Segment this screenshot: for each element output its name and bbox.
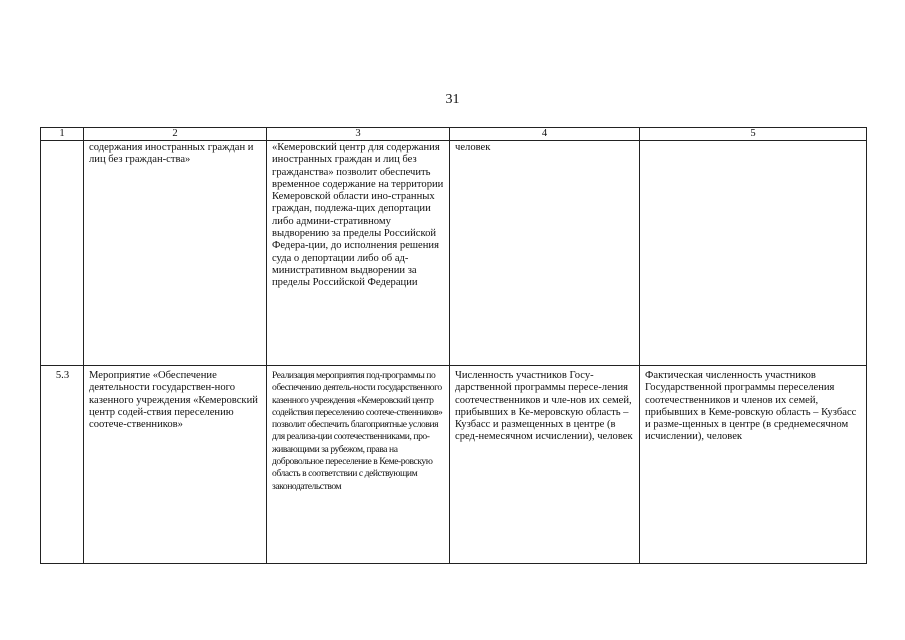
method-cell: Фактическая численность участников Государственной программы переселения соотечественников и членов их семей, прибывших в Кеме-ровскую область – Кузбасс и разме-щенных в центре (в среднемесячном исчислении), человек — [640, 366, 867, 564]
table-header-row — [41, 128, 867, 141]
measure-cell: Мероприятие «Обеспечение деятельности государствен-ного казенного учреждения «Кемеровский центр содей-ствия переселению соотече-ственников» — [84, 366, 267, 564]
column-header: 1 — [41, 128, 84, 141]
column-header: 3 — [267, 128, 450, 141]
indicator-cell: Численность участников Госу-дарственной программы пересе-ления соотечественников и чле-нов их семей, прибывших в Ке-меровскую область – Кузбасс и размещенных в центре (в сред-немесячном исчислении), человек — [450, 366, 640, 564]
page-number: 31 — [445, 92, 460, 107]
indicators-table — [40, 127, 867, 564]
table-row — [41, 366, 867, 564]
row-number-cell — [41, 141, 84, 366]
result-cell: Реализация мероприятия под-программы по обеспечению деятель-ности государственного казенного учреждения «Кемеровский центр содействия переселению соотече-ственников» позволит обеспечить благоприятные условия для реализа-ции соотечественниками, про-живающими за рубежом, права на добровольное переселение в Кеме-ровскую область в соответствии с действующим законодательством — [267, 366, 450, 564]
method-cell — [640, 141, 867, 366]
measure-cell: содержания иностранных граждан и лиц без граждан-ства» — [84, 141, 267, 366]
table-row — [41, 141, 867, 366]
column-header: 5 — [640, 128, 867, 141]
column-header: 2 — [84, 128, 267, 141]
result-cell: «Кемеровский центр для содержания иностранных граждан и лиц без гражданства» позволит обеспечить временное содержание на территории Кемеровской области ино-странных граждан, подлежа-щих депортации либо админи-стративному выдворению за пределы Российской Федера-ции, до исполнения решения суда о депортации либо об ад-министративном выдворении за пределы Российской Федерации — [267, 141, 450, 366]
column-header: 4 — [450, 128, 640, 141]
row-number-cell: 5.3 — [41, 366, 84, 564]
indicator-cell: человек — [450, 141, 640, 366]
